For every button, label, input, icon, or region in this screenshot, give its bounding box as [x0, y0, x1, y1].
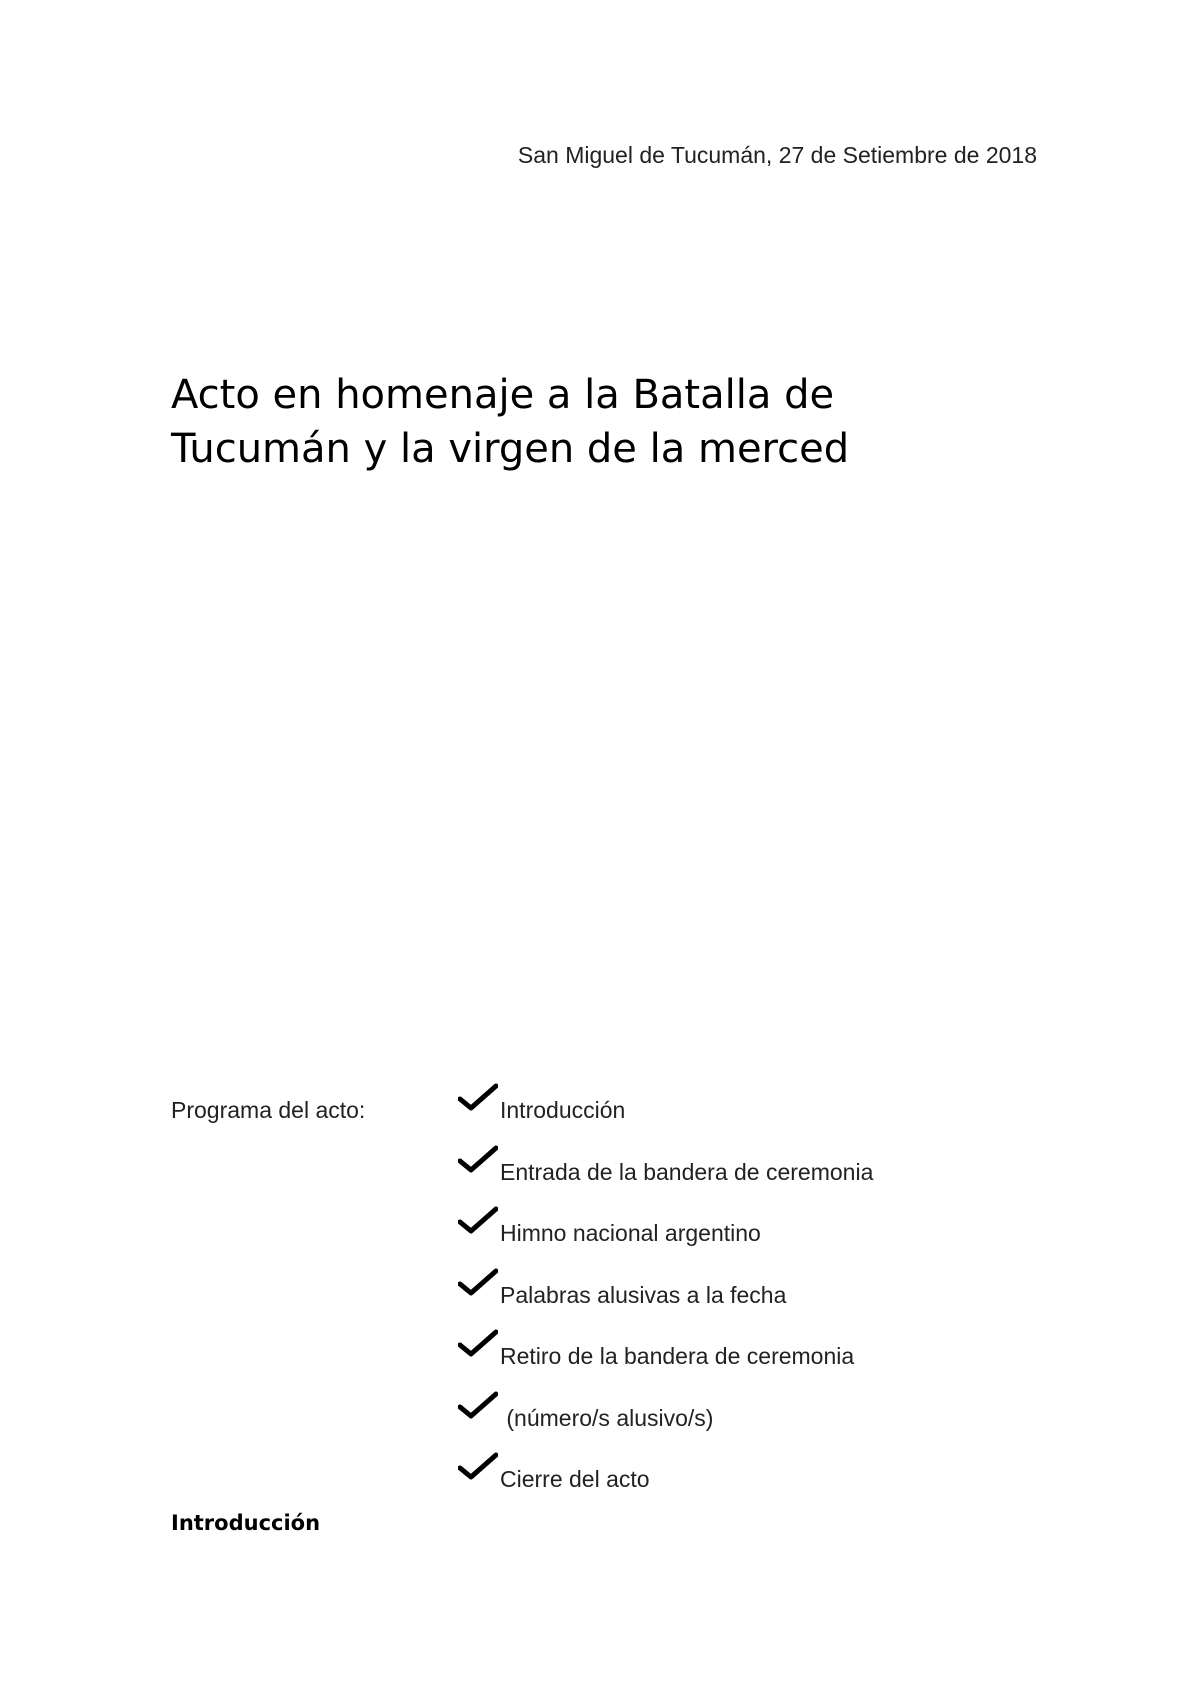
program-item-label: Himno nacional argentino [500, 1220, 761, 1246]
check-icon [458, 1144, 498, 1176]
date-line: San Miguel de Tucumán, 27 de Setiembre de 2018 [517, 142, 1037, 168]
program-item-label: Introducción [500, 1097, 626, 1123]
program-item-label: Retiro de la bandera de ceremonia [500, 1343, 855, 1369]
check-icon [458, 1451, 498, 1483]
program-item-label: (número/s alusivo/s) [500, 1404, 714, 1431]
check-icon [458, 1328, 498, 1360]
program-item-label: Palabras alusivas a la fecha [500, 1281, 787, 1308]
check-icon [458, 1390, 498, 1422]
title-line-1: Acto en homenaje a la Batalla de [171, 372, 835, 418]
document-title [171, 368, 1071, 476]
title-line-2: Tucumán y la virgen de la merced [171, 426, 850, 472]
program-item-label: Entrada de la bandera de ceremonia [500, 1158, 874, 1185]
program-item-label: Cierre del acto [500, 1466, 650, 1492]
check-icon [458, 1267, 498, 1299]
check-icon [458, 1082, 498, 1114]
introduction-heading: Introducción [171, 1511, 321, 1535]
program-label: Programa del acto: [171, 1097, 366, 1123]
check-icon [458, 1205, 498, 1237]
